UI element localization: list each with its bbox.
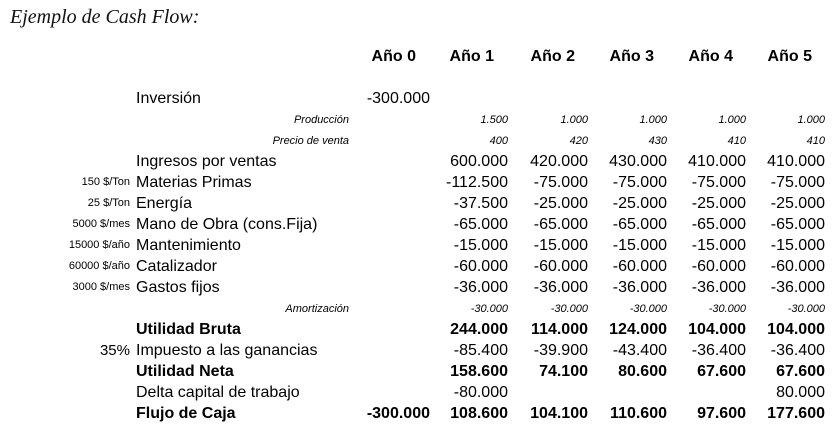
row-note: 5000 $/mes <box>72 218 130 230</box>
row-label: Precio de venta <box>272 135 349 147</box>
cell-year-1: 244.000 <box>450 321 508 338</box>
cell-year-2: 1.000 <box>560 114 588 126</box>
row-note: 3000 $/mes <box>72 281 130 293</box>
row-flujo-caja <box>0 403 839 424</box>
row-produccion <box>0 110 839 131</box>
row-label: Ingresos por ventas <box>136 153 277 170</box>
cell-year-5: -36.000 <box>770 279 825 296</box>
header-year-0: Año 0 <box>371 48 416 65</box>
cell-year-4: 104.000 <box>688 321 746 338</box>
sheet-title: Ejemplo de Cash Flow: <box>10 6 200 28</box>
cell-year-4: 410 <box>727 135 746 147</box>
cell-year-5: -75.000 <box>770 174 825 191</box>
row-label: Gastos fijos <box>136 279 220 296</box>
cell-year-1: 108.600 <box>450 405 508 422</box>
row-delta-capital <box>0 382 839 403</box>
row-note: 60000 $/año <box>68 260 130 272</box>
cell-year-4: -36.400 <box>691 342 746 359</box>
row-label: Mantenimiento <box>136 237 241 254</box>
cell-year-5: 410 <box>806 135 825 147</box>
row-gastos-fijos <box>0 277 839 298</box>
row-label: Producción <box>293 114 349 126</box>
cell-year-2: -15.000 <box>533 237 588 254</box>
cell-year-2: -39.900 <box>533 342 588 359</box>
cell-year-4: 1.000 <box>718 114 746 126</box>
cell-year-2: 420.000 <box>530 153 588 170</box>
cell-year-3: -43.400 <box>612 342 667 359</box>
header-year-4: Año 4 <box>688 48 733 65</box>
cell-year-3: 430 <box>648 135 667 147</box>
header-year-3: Año 3 <box>609 48 654 65</box>
cell-year-3: 124.000 <box>609 321 667 338</box>
cell-year-2: -75.000 <box>533 174 588 191</box>
cell-year-3: 430.000 <box>609 153 667 170</box>
cell-year-1: -85.400 <box>453 342 508 359</box>
row-label: Energía <box>136 195 193 212</box>
cell-year-2: -36.000 <box>533 279 588 296</box>
cell-year-5: 67.600 <box>776 363 825 380</box>
cell-year-3: 1.000 <box>639 114 667 126</box>
cell-year-2: 114.000 <box>531 321 588 338</box>
cell-year-1: -37.500 <box>453 195 508 212</box>
cell-year-4: 67.600 <box>697 363 746 380</box>
cell-year-2: -60.000 <box>533 258 588 275</box>
row-note: 15000 $/año <box>68 239 130 251</box>
row-mantenimiento <box>0 235 839 256</box>
row-note: 150 $/Ton <box>81 176 130 188</box>
cell-year-3: 110.600 <box>610 405 667 422</box>
row-utilidad-neta <box>0 361 839 382</box>
row-utilidad-bruta <box>0 319 839 340</box>
row-label: Catalizador <box>136 258 217 275</box>
row-mano-obra <box>0 214 839 235</box>
cell-year-3: -30.000 <box>629 303 667 315</box>
cell-year-1: 600.000 <box>450 153 508 170</box>
row-label: Impuesto a las ganancias <box>136 342 318 359</box>
cell-year-0: -300.000 <box>366 90 430 107</box>
cell-year-4: 97.600 <box>697 405 746 422</box>
row-catalizador <box>0 256 839 277</box>
cell-year-5: 1.000 <box>797 114 825 126</box>
header-year-2: Año 2 <box>530 48 575 65</box>
row-precio-venta <box>0 131 839 152</box>
cell-year-1: 1.500 <box>480 114 508 126</box>
cell-year-2: -65.000 <box>533 216 588 233</box>
cell-year-5: -30.000 <box>787 303 825 315</box>
cell-year-5: -25.000 <box>770 195 825 212</box>
row-label: Utilidad Bruta <box>136 321 241 338</box>
cell-year-4: -36.000 <box>691 279 746 296</box>
row-label: Delta capital de trabajo <box>136 384 300 401</box>
row-amortizacion <box>0 299 839 320</box>
cell-year-2: 74.100 <box>539 363 588 380</box>
row-note: 35% <box>99 342 130 359</box>
cell-year-1: -30.000 <box>470 303 508 315</box>
cell-year-5: 410.000 <box>767 153 825 170</box>
cell-year-4: -30.000 <box>708 303 746 315</box>
cell-year-3: -25.000 <box>612 195 667 212</box>
row-label: Mano de Obra (cons.Fija) <box>136 216 318 233</box>
cell-year-3: -36.000 <box>612 279 667 296</box>
cell-year-5: 104.000 <box>767 321 825 338</box>
cell-year-1: -36.000 <box>453 279 508 296</box>
row-materias-primas <box>0 172 839 193</box>
row-energia <box>0 193 839 214</box>
row-label: Flujo de Caja <box>136 405 236 422</box>
cell-year-2: 420 <box>569 135 588 147</box>
cell-year-5: -15.000 <box>770 237 825 254</box>
cell-year-5: 80.000 <box>776 384 825 401</box>
row-label: Inversión <box>136 90 201 107</box>
cell-year-2: -30.000 <box>550 303 588 315</box>
cell-year-4: -25.000 <box>691 195 746 212</box>
cell-year-4: 410.000 <box>688 153 746 170</box>
header-year-1: Año 1 <box>449 48 494 65</box>
row-note: 25 $/Ton <box>87 197 130 209</box>
row-inversion <box>0 88 839 109</box>
cell-year-1: -65.000 <box>453 216 508 233</box>
cell-year-4: -75.000 <box>691 174 746 191</box>
cell-year-1: -60.000 <box>453 258 508 275</box>
row-label: Amortización <box>285 303 349 315</box>
cell-year-1: 158.600 <box>450 363 508 380</box>
cell-year-4: -60.000 <box>691 258 746 275</box>
cell-year-1: -112.500 <box>446 174 508 191</box>
cell-year-5: -36.400 <box>770 342 825 359</box>
cell-year-3: -75.000 <box>612 174 667 191</box>
cell-year-4: -65.000 <box>691 216 746 233</box>
cell-year-3: 80.600 <box>618 363 667 380</box>
cell-year-1: -80.000 <box>453 384 508 401</box>
cell-year-5: -60.000 <box>770 258 825 275</box>
cell-year-1: 400 <box>489 135 508 147</box>
cell-year-0: -300.000 <box>366 405 430 422</box>
cell-year-5: 177.600 <box>767 405 825 422</box>
cell-year-3: -15.000 <box>612 237 667 254</box>
cell-year-2: -25.000 <box>533 195 588 212</box>
row-label: Materias Primas <box>136 174 252 191</box>
cell-year-4: -15.000 <box>691 237 746 254</box>
header-year-5: Año 5 <box>767 48 812 65</box>
row-ingresos <box>0 151 839 172</box>
row-impuesto <box>0 340 839 361</box>
row-label: Utilidad Neta <box>136 363 234 380</box>
cell-year-3: -60.000 <box>612 258 667 275</box>
cell-year-2: 104.100 <box>530 405 588 422</box>
cell-year-3: -65.000 <box>612 216 667 233</box>
cell-year-5: -65.000 <box>770 216 825 233</box>
cell-year-1: -15.000 <box>453 237 508 254</box>
